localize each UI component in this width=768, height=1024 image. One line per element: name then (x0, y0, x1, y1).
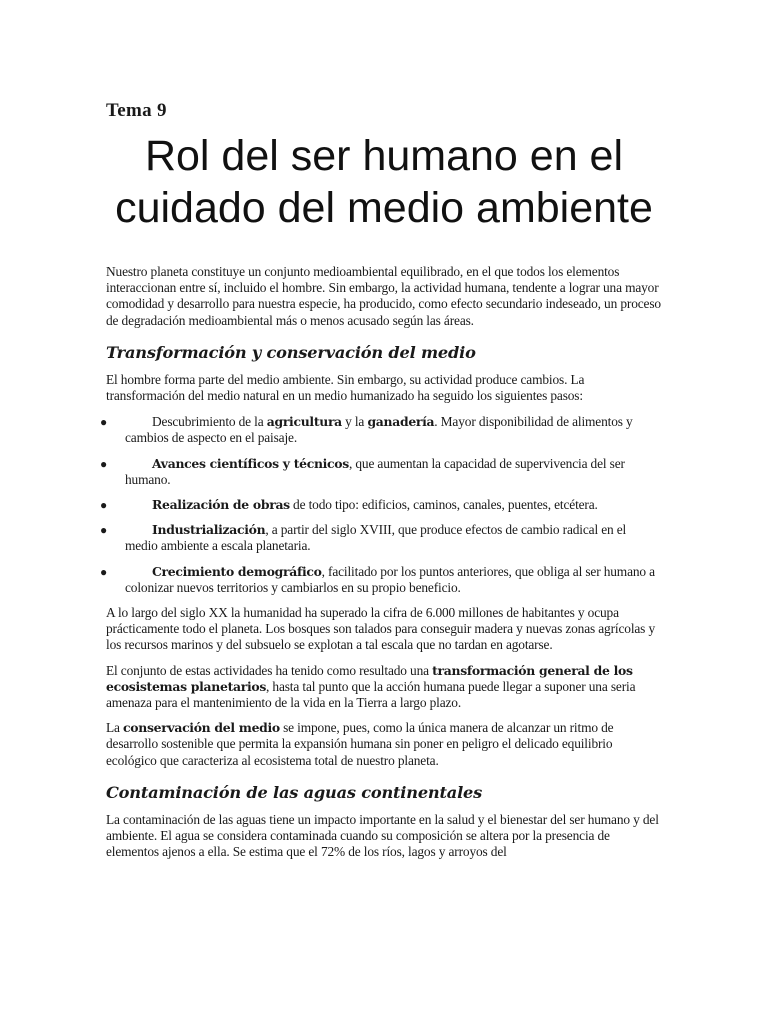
bullet-icon: ● (100, 564, 108, 579)
paragraph-text: se impone, pues, como la única manera de alcanzar un ritmo de desarrollo sostenible que permita la expansión humana sin poner en peligro el delicado equilibrio ecológico que caracteriza al ecosistema total de nuestro planeta. (106, 720, 614, 768)
paragraph-bold: transformación general de los ecosistemas planetarios (106, 662, 633, 694)
section-heading-contaminacion: Contaminación de las aguas continentales (106, 782, 483, 802)
list-item-bold: Crecimiento demográfico (152, 563, 322, 579)
topic-number: Tema 9 (106, 100, 167, 121)
ecosystems-paragraph (106, 663, 662, 712)
conservation-paragraph (106, 720, 662, 769)
list-item-text: , a partir del siglo XVIII, que produce efectos de cambio radical en el medio ambiente a escala planetaria. (125, 522, 627, 554)
list-item (100, 455, 662, 488)
list-item (100, 497, 662, 513)
list-item-bold: agricultura (266, 414, 342, 430)
section-heading-transformacion: Transformación y conservación del medio (106, 342, 476, 362)
list-item (100, 522, 662, 554)
list-item-text: , facilitado por los puntos anteriores, que obliga al ser humano a colonizar nuevos territorios y cambiarlos en su propio beneficio. (125, 563, 655, 595)
bullet-icon: ● (100, 523, 108, 538)
bullet-icon: ● (100, 498, 108, 513)
steps-list (100, 414, 662, 596)
list-item-bold: Avances científicos y técnicos (152, 455, 349, 471)
list-item-bold: ganadería (367, 414, 435, 430)
paragraph-text: La (106, 720, 124, 736)
page-title: Rol del ser humano en el cuidado del medio ambiente (115, 132, 653, 232)
list-item (100, 563, 662, 596)
paragraph-text: El conjunto de estas actividades ha tenido como resultado una (106, 662, 433, 678)
list-item-bold: Realización de obras (152, 497, 290, 513)
section1-lead-paragraph: El hombre forma parte del medio ambiente. Sin embargo, su actividad produce cambios. La transformación del medio natural en un medio humanizado ha seguido los siguientes pasos: (106, 371, 585, 404)
list-item-text: . Mayor disponibilidad de alimentos y cambios de aspecto en el paisaje. (125, 414, 633, 446)
list-item-text: de todo tipo: edificios, caminos, canales, puentes, etcétera. (289, 497, 598, 513)
bullet-icon: ● (100, 456, 108, 471)
paragraph-bold: conservación del medio (123, 720, 280, 736)
document-page (100, 100, 662, 860)
list-item-text: y la (341, 414, 368, 430)
list-item-bold: Industrialización (152, 522, 266, 538)
list-item-text: Descubrimiento de la (152, 414, 267, 430)
population-paragraph: A lo largo del siglo XX la humanidad ha superado la cifra de 6.000 millones de habitantes y ocupa prácticamente todo el planeta. Los bosques son talados para conseguir madera y nuevas zonas agrícolas y los recursos marinos y del subsuelo se explotan a tal escala que no tardan en agotarse. (106, 605, 655, 653)
bullet-icon: ● (100, 415, 108, 430)
intro-paragraph: Nuestro planeta constituye un conjunto medioambiental equilibrado, en el que todos los elementos interaccionan entre sí, incluido el hombre. Sin embargo, la actividad humana, tendente a lograr una mayor comodidad y desarrollo para nuestra especie, ha producido, como efecto secundario indeseado, un proceso de degradación medioambiental más o menos acusado según las áreas. (106, 264, 661, 328)
paragraph-text: , hasta tal punto que la acción humana puede llegar a suponer una seria amenaza para el mantenimiento de la vida en la Tierra a largo plazo. (106, 678, 636, 711)
list-item (100, 414, 662, 446)
list-item-text: , que aumentan la capacidad de supervivencia del ser humano. (125, 455, 625, 487)
water-pollution-paragraph: La contaminación de las aguas tiene un impacto importante en la salud y el bienestar del ser humano y del ambiente. El agua se considera contaminada cuando su composición se altera por la presencia de elementos ajenos a ella. Se estima que el 72% de los ríos, lagos y arroyos del (106, 811, 659, 860)
